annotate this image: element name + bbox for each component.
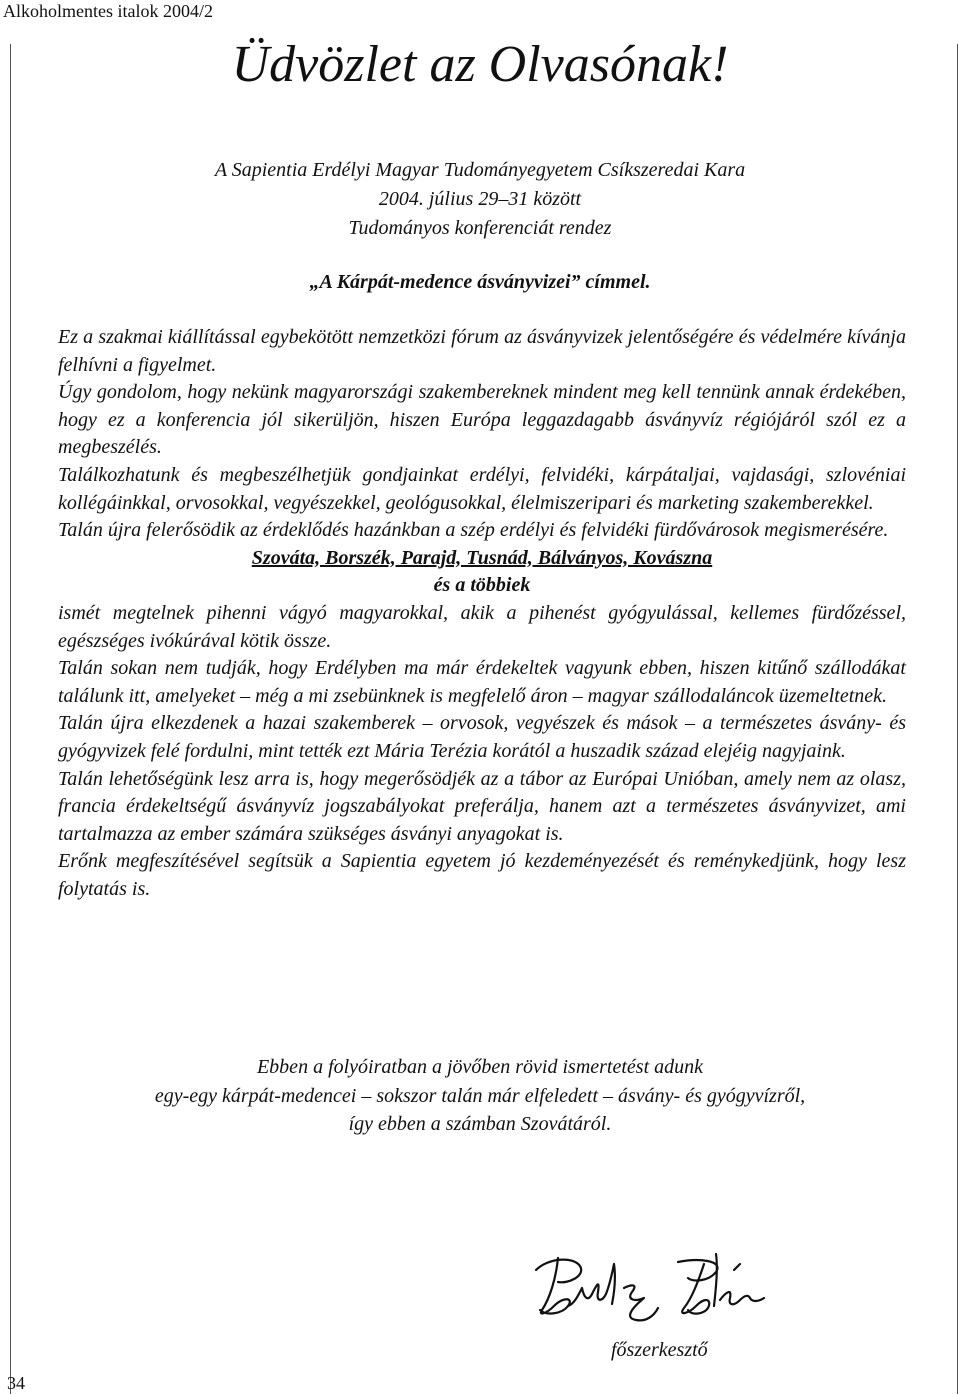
page-title: Üdvözlet az Olvasónak! xyxy=(231,36,729,93)
closing-line-1: Ebben a folyóiratban a jövőben rövid ismertetést adunk xyxy=(256,1056,704,1078)
right-margin-rule xyxy=(957,44,958,1394)
closing-line-2: egy-egy kárpát-medencei – sokszor talán már elfeledett – ásvány- és gyógyvízről, xyxy=(154,1084,806,1107)
intro-line-conference: Tudományos konferenciát rendez xyxy=(348,217,612,239)
spa-towns-list: Szováta, Borszék, Parajd, Tusnád, Bálványos, Kovászna xyxy=(251,546,713,569)
letter-body xyxy=(58,324,906,903)
paragraph-support: Erőnk megfeszítésével segítsük a Sapientia egyetem jó kezdeményezését és reménykedjünk, hogy lesz folytatás is. xyxy=(58,850,906,900)
event-title: „A Kárpát-medence ásványvizei” címmel. xyxy=(309,271,651,293)
intro-line-organizer: A Sapientia Erdélyi Magyar Tudományegyetem Csíkszeredai Kara xyxy=(214,159,746,181)
paragraph-forum: Ez a szakmai kiállítással egybekötött nemzetközi fórum az ásványvizek jelentőségére és védelmére kívánja felhívni a figyelmet. xyxy=(58,326,906,376)
paragraph-eu: Talán lehetőségünk lesz arra is, hogy megerősödjék az a tábor az Európai Unióban, amely nem az olasz, francia érdekeltségű ásványvíz jogszabályokat preferálja, hanem azt a természetes ásványvizet, ami tartalmazza az ember számára szükséges ásványi anyagokat is. xyxy=(58,767,906,845)
spa-towns-others: és a többiek xyxy=(433,574,531,597)
left-margin-rule xyxy=(10,44,11,1394)
closing-block xyxy=(0,1053,960,1139)
handwritten-signature xyxy=(528,1248,808,1338)
page-number: 34 xyxy=(7,1373,25,1393)
paragraph-specialists: Talán újra elkezdenek a hazai szakemberek – orvosok, vegyészek és mások – a természetes ásvány- és gyógyvizek felé fordulni, mint tették ezt Mária Terézia korától a huszadik század elejéig nagyjaink. xyxy=(58,712,906,762)
paragraph-hotels: Talán sokan nem tudják, hogy Erdélyben ma már érdekeltek vagyunk ebben, hiszen kitűnő szállodákat találunk itt, amelyeket – még a mi zsebünknek is megfelelő áron – magyar szállodaláncok üzemeltetnek. xyxy=(58,657,906,707)
closing-line-3: így ebben a számban Szovátáról. xyxy=(348,1113,612,1135)
paragraph-colleagues: Találkozhatunk és megbeszélhetjük gondjainkat erdélyi, felvidéki, kárpátaljai, vajdasági, szlovéniai kollégáinkkal, orvosokkal, vegyészekkel, geológusokkal, élelmiszeripari és marketing szakemberekkel. xyxy=(58,463,906,514)
signer-role: főszerkesztő xyxy=(611,1339,708,1361)
paragraph-interest: Talán újra felerősödik az érdeklődés hazánkban a szép erdélyi és felvidéki fürdővárosok megismerésére. xyxy=(58,519,889,542)
intro-line-date: 2004. július 29–31 között xyxy=(378,188,582,210)
paragraph-visitors: ismét megtelnek pihenni vágyó magyarokkal, akik a pihenést gyógyulással, kellemes fürdőzéssel, egészséges ivókúrával kötik össze. xyxy=(58,601,906,652)
spa-towns-heading xyxy=(58,545,906,573)
running-head: Alkoholmentes italok 2004/2 xyxy=(3,1,213,21)
intro-block xyxy=(0,156,960,243)
paragraph-opinion: Úgy gondolom, hogy nekünk magyarországi szakembereknek mindent meg kell tennünk annak érdekében, hogy ez a konferencia jól sikerüljön, hiszen Európa leggazdagabb ásványvíz régiójáról szól ez a megbeszélés. xyxy=(58,381,906,459)
